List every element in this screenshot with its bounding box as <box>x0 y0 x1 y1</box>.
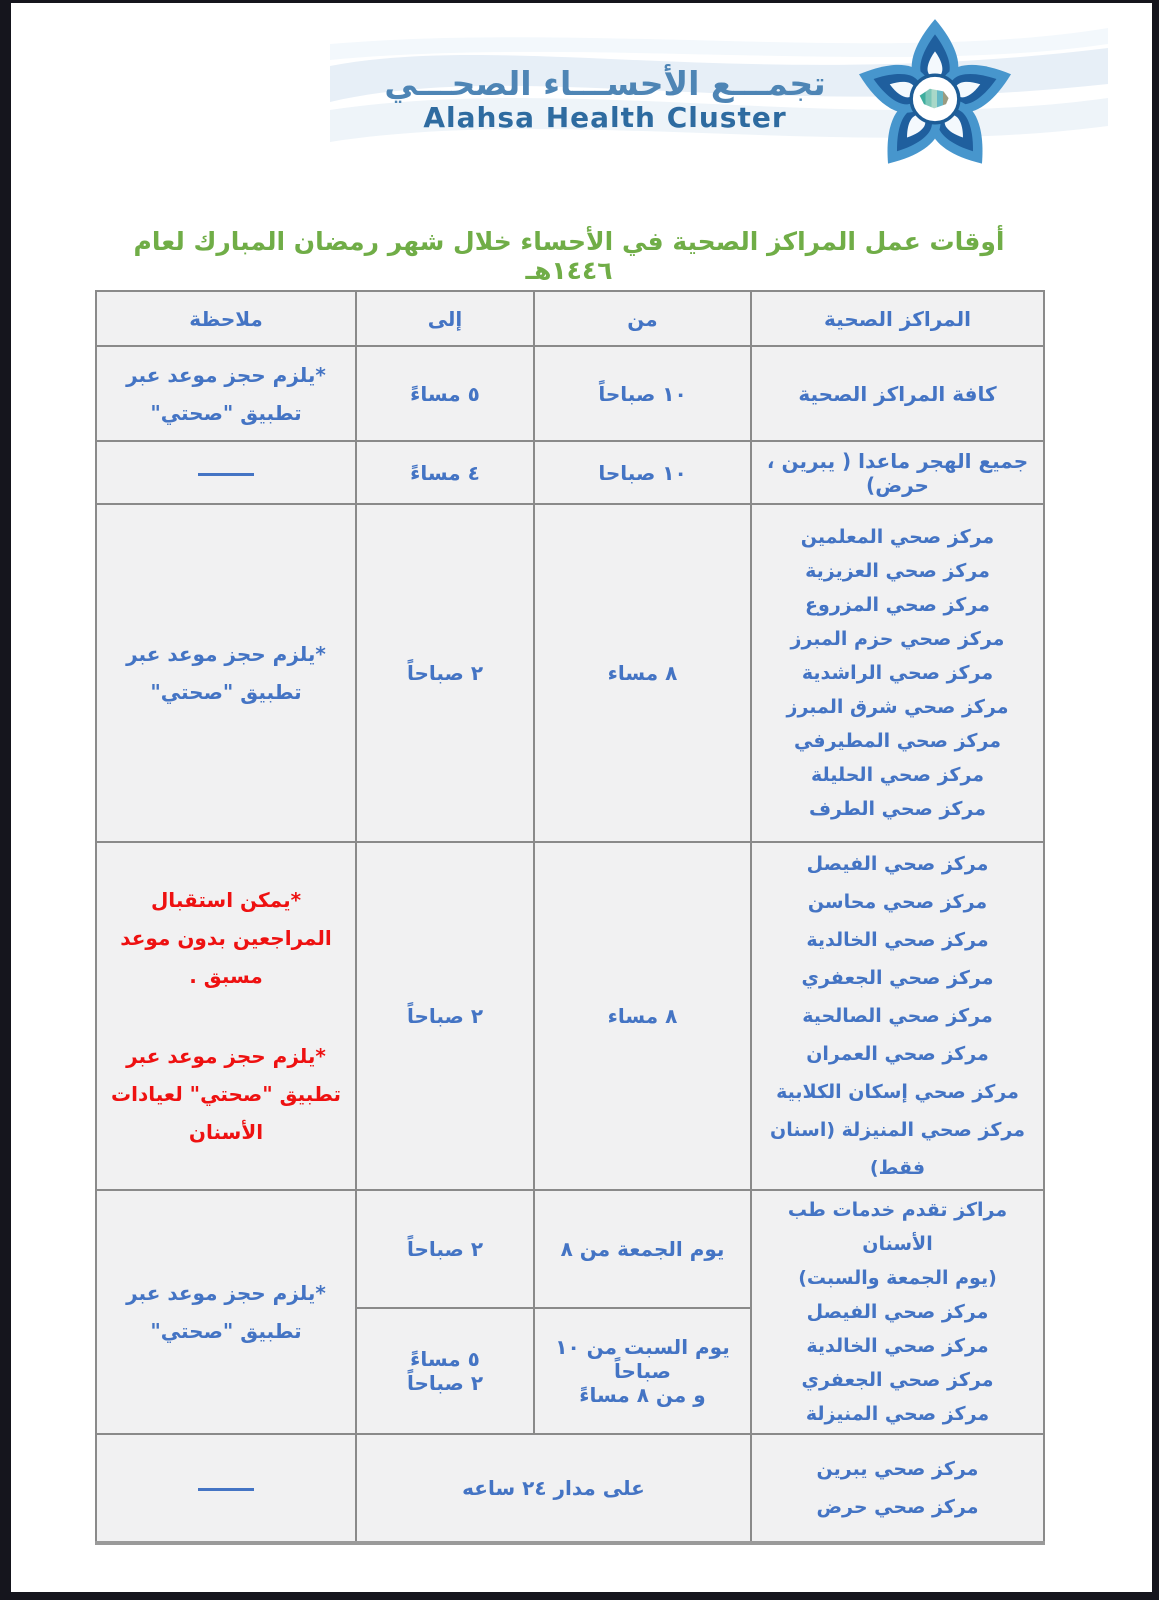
center-name: مركز صحي الخالدية <box>806 929 989 951</box>
centers-list <box>758 520 1037 826</box>
cell-note <box>96 1434 356 1543</box>
table-row <box>96 441 1044 504</box>
scan-edge-bottom <box>0 1592 1159 1600</box>
cell-centers <box>751 1190 1044 1434</box>
schedule-table <box>95 290 1045 1545</box>
cell-note: *يلزم حجز موعد عبر تطبيق "صحتي" <box>96 346 356 441</box>
blank-note-line <box>198 1488 254 1491</box>
cell-from: ١٠ صباحا <box>534 441 751 504</box>
center-name: مركز صحي الراشدية <box>801 662 994 684</box>
table-row <box>96 504 1044 842</box>
centers-list <box>758 845 1037 1187</box>
centers-list <box>758 1450 1037 1526</box>
table-row <box>96 1190 1044 1308</box>
cell-to <box>356 1308 534 1434</box>
note-paragraph: *يلزم حجز موعد عبر تطبيق "صحتي" لعيادات الأسنان <box>111 1044 341 1144</box>
cell-to: ٢ صباحاً <box>356 1190 534 1308</box>
centers-group-title: مراكز تقدم خدمات طب الأسنان <box>787 1199 1008 1255</box>
header-to: إلى <box>356 291 534 346</box>
page-title: أوقات عمل المراكز الصحية في الأحساء خلال شهر رمضان المبارك لعام ١٤٤٦هـ <box>133 227 1005 285</box>
cell-note: *يلزم حجز موعد عبر تطبيق "صحتي" <box>96 504 356 842</box>
center-name: مركز صحي إسكان الكلابية <box>776 1081 1019 1103</box>
centers-list <box>758 1193 1037 1431</box>
organization-name-block <box>370 66 840 134</box>
center-name: مركز صحي المعلمين <box>800 526 995 548</box>
scan-edge-top <box>0 0 1159 3</box>
center-name: مركز صحي الفيصل <box>806 853 989 875</box>
center-name: مركز صحي العمران <box>806 1043 989 1065</box>
cell-to: ٢ صباحاً <box>356 842 534 1190</box>
cell-centers <box>751 842 1044 1190</box>
cell-centers <box>751 1434 1044 1543</box>
center-name: مركز صحي المطيرفي <box>793 730 1002 752</box>
cell-centers: كافة المراكز الصحية <box>751 346 1044 441</box>
center-name: مركز صحي الفيصل <box>806 1301 989 1323</box>
cell-hours-merged: على مدار ٢٤ ساعه <box>356 1434 751 1543</box>
center-name: مركز صحي الطرف <box>808 798 986 820</box>
blank-note-line <box>198 473 254 476</box>
table-row <box>96 842 1044 1190</box>
cell-from: يوم الجمعة من ٨ <box>534 1190 751 1308</box>
organization-name-arabic: تجمـــع الأحســـاء الصحـــي <box>384 64 826 103</box>
cell-from <box>534 1308 751 1434</box>
cell-to: ٢ صباحاً <box>356 504 534 842</box>
scan-edge-left <box>0 0 11 1600</box>
center-name: مركز صحي الخالدية <box>806 1335 989 1357</box>
header-from: من <box>534 291 751 346</box>
header-banner <box>330 14 1108 186</box>
center-name: مركز صحي المنيزلة <box>805 1403 990 1425</box>
center-name: مركز صحي الصالحية <box>802 1005 993 1027</box>
table-row <box>96 1434 1044 1543</box>
center-name: مركز صحي شرق المبرز <box>786 696 1009 718</box>
cell-note <box>96 842 356 1190</box>
to-time: ٢ صباحاً <box>406 1370 484 1395</box>
table-row <box>96 346 1044 441</box>
cell-from: ١٠ صباحاً <box>534 346 751 441</box>
to-times <box>363 1331 527 1411</box>
center-name: مركز صحي الحليلة <box>810 764 985 786</box>
cell-note <box>96 441 356 504</box>
five-petal-flower-logo-icon <box>830 14 1040 184</box>
center-name: مركز صحي حزم المبرز <box>790 628 1005 650</box>
cell-centers: جميع الهجر ماعدا ( يبرين ، حرض) <box>751 441 1044 504</box>
scan-edge-right <box>1152 0 1159 1600</box>
header-centers: المراكز الصحية <box>751 291 1044 346</box>
to-time: ٥ مساءً <box>410 1346 480 1371</box>
cell-centers <box>751 504 1044 842</box>
centers-group-subtitle: (يوم الجمعة والسبت) <box>798 1267 997 1289</box>
center-name: مركز صحي المنيزلة (اسنان فقط) <box>770 1119 1025 1179</box>
center-name: مركز صحي الجعفري <box>801 1369 994 1391</box>
center-name: مركز صحي يبرين <box>816 1458 979 1480</box>
note-paragraph: *يمكن استقبال المراجعين بدون موعد مسبق . <box>120 888 332 988</box>
from-time: و من ٨ مساءً <box>579 1382 706 1407</box>
cell-to: ٥ مساءً <box>356 346 534 441</box>
organization-name-english: Alahsa Health Cluster <box>423 101 787 135</box>
table-header-row <box>96 291 1044 346</box>
center-name: مركز صحي الجعفري <box>801 967 994 989</box>
from-time: يوم السبت من ١٠ صباحاً <box>555 1334 730 1383</box>
cell-to: ٤ مساءً <box>356 441 534 504</box>
center-name: مركز صحي محاسن <box>807 891 988 913</box>
cell-note: *يلزم حجز موعد عبر تطبيق "صحتي" <box>96 1190 356 1434</box>
center-name: مركز صحي العزيزية <box>805 560 990 582</box>
note-stack <box>103 881 349 1151</box>
center-name: مركز صحي المزروع <box>805 594 990 616</box>
center-name: مركز صحي حرض <box>816 1496 979 1518</box>
cell-from: ٨ مساء <box>534 842 751 1190</box>
header-note: ملاحظة <box>96 291 356 346</box>
from-times <box>541 1319 744 1423</box>
cell-from: ٨ مساء <box>534 504 751 842</box>
